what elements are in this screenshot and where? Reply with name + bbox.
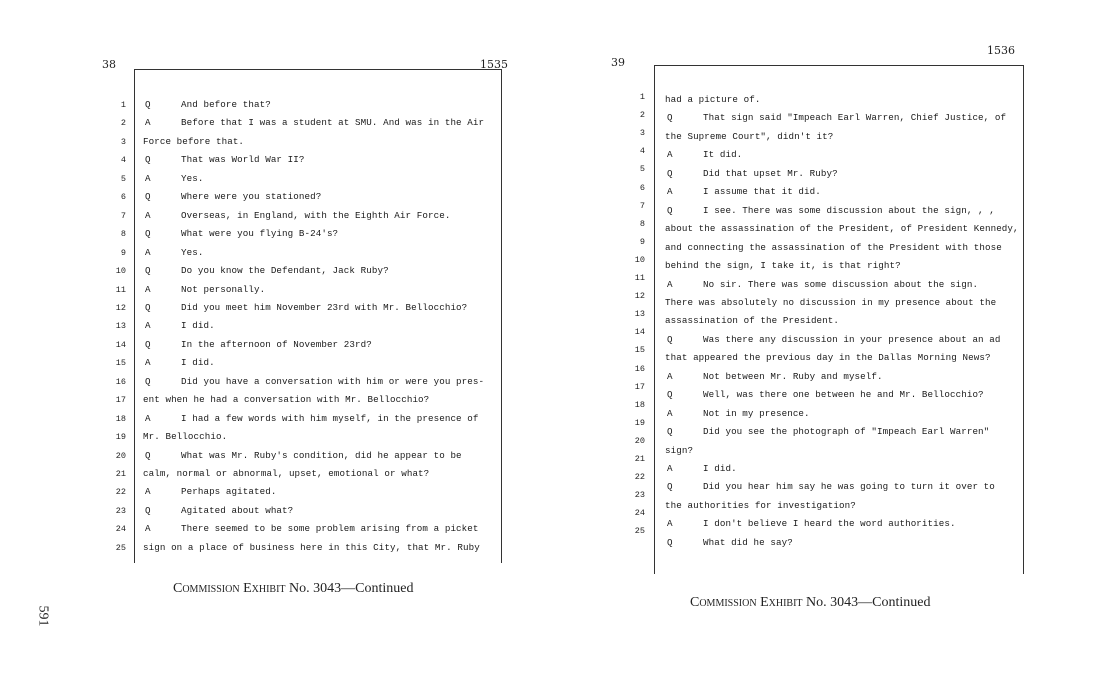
transcript-line [143,228,338,239]
line-number: 13 [115,321,126,332]
speaker-marker: Q [145,504,151,516]
line-number: 24 [634,508,645,519]
transcript-line [665,315,839,326]
line-text: calm, normal or abnormal, upset, emotional or what? [143,468,430,479]
transcript-line [665,260,901,271]
transcript-line [143,413,479,424]
transcript-line [665,149,742,160]
line-text: What was Mr. Ruby's condition, did he appear to be [181,449,462,461]
transcript-line [143,339,372,350]
speaker-marker: Q [667,389,673,401]
line-number: 16 [115,376,126,387]
speaker-marker: A [667,278,673,290]
transcript-line [143,117,484,128]
speaker-marker: A [145,357,151,369]
transcript-line [665,186,821,197]
line-number: 11 [115,284,126,295]
line-text: Did that upset Mr. Ruby? [703,167,838,179]
line-number: 10 [115,266,126,277]
right-caption-exhibit: Commission Exhibit [690,595,803,610]
line-text: Agitated about what? [181,504,294,516]
line-text: What were you flying B-24's? [181,228,339,240]
line-number: 22 [634,472,645,483]
speaker-marker: A [145,320,151,332]
speaker-marker: A [145,246,151,258]
speaker-marker: A [145,523,151,535]
line-text: Did you meet him November 23rd with Mr. Bellocchio? [181,301,468,313]
transcript-line [665,112,1006,123]
side-page-number: 591 [35,605,51,627]
transcript-line [143,357,215,368]
line-number: 19 [115,432,126,443]
line-number: 4 [120,155,126,166]
line-text: In the afternoon of November 23rd? [181,338,372,350]
left-transcript-page [100,52,520,612]
line-text: That sign said "Impeach Earl Warren, Chief Justice, of [703,112,1007,124]
right-transcript-page [605,40,1035,620]
line-text: Before that I was a student at SMU. And was in the Air [181,117,485,129]
line-number: 24 [115,524,126,535]
line-number: 15 [634,345,645,356]
line-text: Did you hear him say he was going to turn it over to [703,481,995,493]
left-caption [173,581,413,597]
line-number: 23 [115,505,126,516]
speaker-marker: Q [145,191,151,203]
line-text: That was World War II? [181,154,305,166]
transcript-line [665,334,1001,345]
speaker-marker: Q [145,301,151,313]
speaker-marker: A [667,186,673,198]
right-transcript-number: 1536 [987,44,1015,57]
line-text: sign? [665,444,694,456]
line-text: No sir. There was some discussion about the sign. [703,278,979,290]
line-text: behind the sign, I take it, is that right? [665,260,901,272]
line-text: and connecting the assassination of the President with those [665,241,1002,253]
line-text: Yes. [181,172,204,184]
right-caption-number: No. 3043—Continued [806,595,931,610]
speaker-marker: Q [667,333,673,345]
transcript-line [143,284,265,295]
line-number: 17 [115,395,126,406]
transcript-line [665,279,978,290]
line-number: 19 [634,417,645,428]
speaker-marker: A [145,283,151,295]
line-text: Well, was there one between he and Mr. Bellocchio? [703,389,984,401]
transcript-line [143,191,321,202]
line-number: 25 [115,542,126,553]
transcript-line [665,463,737,474]
transcript-line [143,505,293,516]
right-caption [690,595,930,611]
line-number: 11 [634,273,645,283]
transcript-line [665,537,793,548]
line-text: I see. There was some discussion about the sign, , , [703,204,995,216]
line-number: 5 [639,164,645,175]
transcript-line [665,242,1002,253]
line-text: There seemed to be some problem arising from a picket [181,523,479,535]
line-number: 13 [634,309,645,320]
line-text: that appeared the previous day in the Dallas Morning News? [665,352,991,364]
transcript-line [143,154,305,165]
line-text: I don't believe I heard the word authorities. [703,518,956,530]
speaker-marker: Q [667,426,673,438]
line-number: 2 [120,118,126,129]
line-number: 8 [639,218,645,229]
line-text: Perhaps agitated. [181,486,277,498]
speaker-marker: A [667,407,673,419]
transcript-line [665,352,991,363]
line-number: 18 [634,399,645,410]
line-number: 6 [120,192,126,203]
line-text: And before that? [181,99,271,110]
transcript-line [665,131,833,142]
line-text: the Supreme Court", didn't it? [665,130,834,142]
speaker-marker: A [667,518,673,530]
line-text: What did he say? [703,536,793,548]
line-number: 9 [120,247,126,258]
line-text: I did. [181,320,215,332]
speaker-marker: Q [145,449,151,461]
speaker-marker: A [145,172,151,184]
transcript-line [665,371,883,382]
line-text: Not in my presence. [703,407,810,419]
speaker-marker: Q [145,99,151,110]
line-number: 4 [639,146,645,157]
line-text: Did you see the photograph of "Impeach Earl Warren" [703,426,990,438]
transcript-line [665,223,1019,234]
transcript-line [143,136,244,147]
line-text: Do you know the Defendant, Jack Ruby? [181,265,389,277]
speaker-marker: A [667,370,673,382]
line-number: 7 [639,200,645,211]
line-text: I assume that it did. [703,186,821,198]
line-number: 18 [115,413,126,424]
line-number: 5 [120,173,126,184]
line-text: Not personally. [181,283,266,295]
speaker-marker: A [145,117,151,129]
line-text: Yes. [181,246,204,258]
line-number: 23 [634,490,645,501]
speaker-marker: Q [667,112,673,124]
line-number: 20 [115,450,126,461]
line-number: 21 [115,469,126,479]
speaker-marker: A [145,209,151,221]
transcript-line [143,173,203,184]
line-number: 22 [115,487,126,498]
transcript-line [143,431,227,442]
line-number: 1 [120,100,126,110]
line-number: 16 [634,363,645,374]
line-text: Not between Mr. Ruby and myself. [703,370,883,382]
line-text: Mr. Bellocchio. [143,431,228,443]
line-number: 9 [639,236,645,247]
transcript-line [665,168,838,179]
speaker-marker: A [667,463,673,474]
line-text: assassination of the President. [665,315,840,327]
transcript-line [143,450,462,461]
speaker-marker: Q [145,265,151,277]
speaker-marker: Q [667,536,673,548]
line-text: had a picture of. [665,94,761,105]
line-number: 10 [634,254,645,265]
line-number: 15 [115,358,126,369]
transcript-line [665,297,996,308]
speaker-marker: Q [145,154,151,166]
line-number: 8 [120,229,126,240]
speaker-marker: Q [667,204,673,216]
left-page-number: 38 [102,58,116,71]
line-text: I had a few words with him myself, in the presence of [181,412,479,424]
transcript-line [665,94,760,105]
line-text: I did. [181,357,215,369]
transcript-line [665,518,956,529]
left-caption-number: No. 3043—Continued [289,581,414,596]
line-text: Did you have a conversation with him or were you pres- [181,375,485,387]
transcript-line [143,99,271,110]
line-text: sign on a place of business here in this City, that Mr. Ruby [143,541,480,553]
left-transcript-number: 1535 [480,58,508,71]
transcript-line [143,376,484,387]
speaker-marker: Q [145,228,151,240]
left-caption-exhibit: Commission Exhibit [173,581,286,596]
transcript-line [665,389,984,400]
right-page-number: 39 [611,56,625,69]
transcript-line [665,500,856,511]
line-text: Force before that. [143,135,245,147]
transcript-line [665,205,995,216]
line-number: 12 [115,302,126,313]
speaker-marker: Q [667,481,673,493]
line-number: 21 [634,454,645,464]
transcript-line [143,468,429,479]
line-number: 25 [634,526,645,537]
line-number: 12 [634,291,645,302]
transcript-line [665,426,989,437]
line-text: about the assassination of the President, of President Kennedy, [665,223,1019,235]
transcript-line [143,486,276,497]
line-text: Was there any discussion in your presence about an ad [703,333,1001,345]
line-text: the authorities for investigation? [665,499,856,511]
transcript-line [143,394,429,405]
line-text: Overseas, in England, with the Eighth Air Force. [181,209,451,221]
line-number: 2 [639,110,645,121]
line-number: 1 [639,92,645,102]
line-text: It did. [703,149,743,161]
speaker-marker: A [145,486,151,498]
transcript-line [143,320,215,331]
transcript-line [143,523,479,534]
speaker-marker: A [145,412,151,424]
line-number: 14 [634,327,645,338]
line-text: Where were you stationed? [181,191,322,203]
speaker-marker: A [667,149,673,161]
line-number: 3 [639,128,645,139]
line-number: 6 [639,182,645,193]
transcript-line [665,445,693,456]
speaker-marker: Q [145,338,151,350]
line-text: ent when he had a conversation with Mr. Bellocchio? [143,394,430,406]
line-text: There was absolutely no discussion in my presence about the [665,296,997,308]
line-number: 14 [115,339,126,350]
transcript-line [143,302,467,313]
line-number: 17 [634,381,645,392]
speaker-marker: Q [667,167,673,179]
line-number: 7 [120,210,126,221]
line-number: 20 [634,435,645,446]
transcript-line [665,408,810,419]
transcript-line [665,481,995,492]
transcript-line [143,265,389,276]
transcript-line [143,542,480,553]
speaker-marker: Q [145,375,151,387]
line-number: 3 [120,136,126,147]
line-text: I did. [703,463,737,474]
transcript-line [143,210,450,221]
transcript-line [143,247,203,258]
